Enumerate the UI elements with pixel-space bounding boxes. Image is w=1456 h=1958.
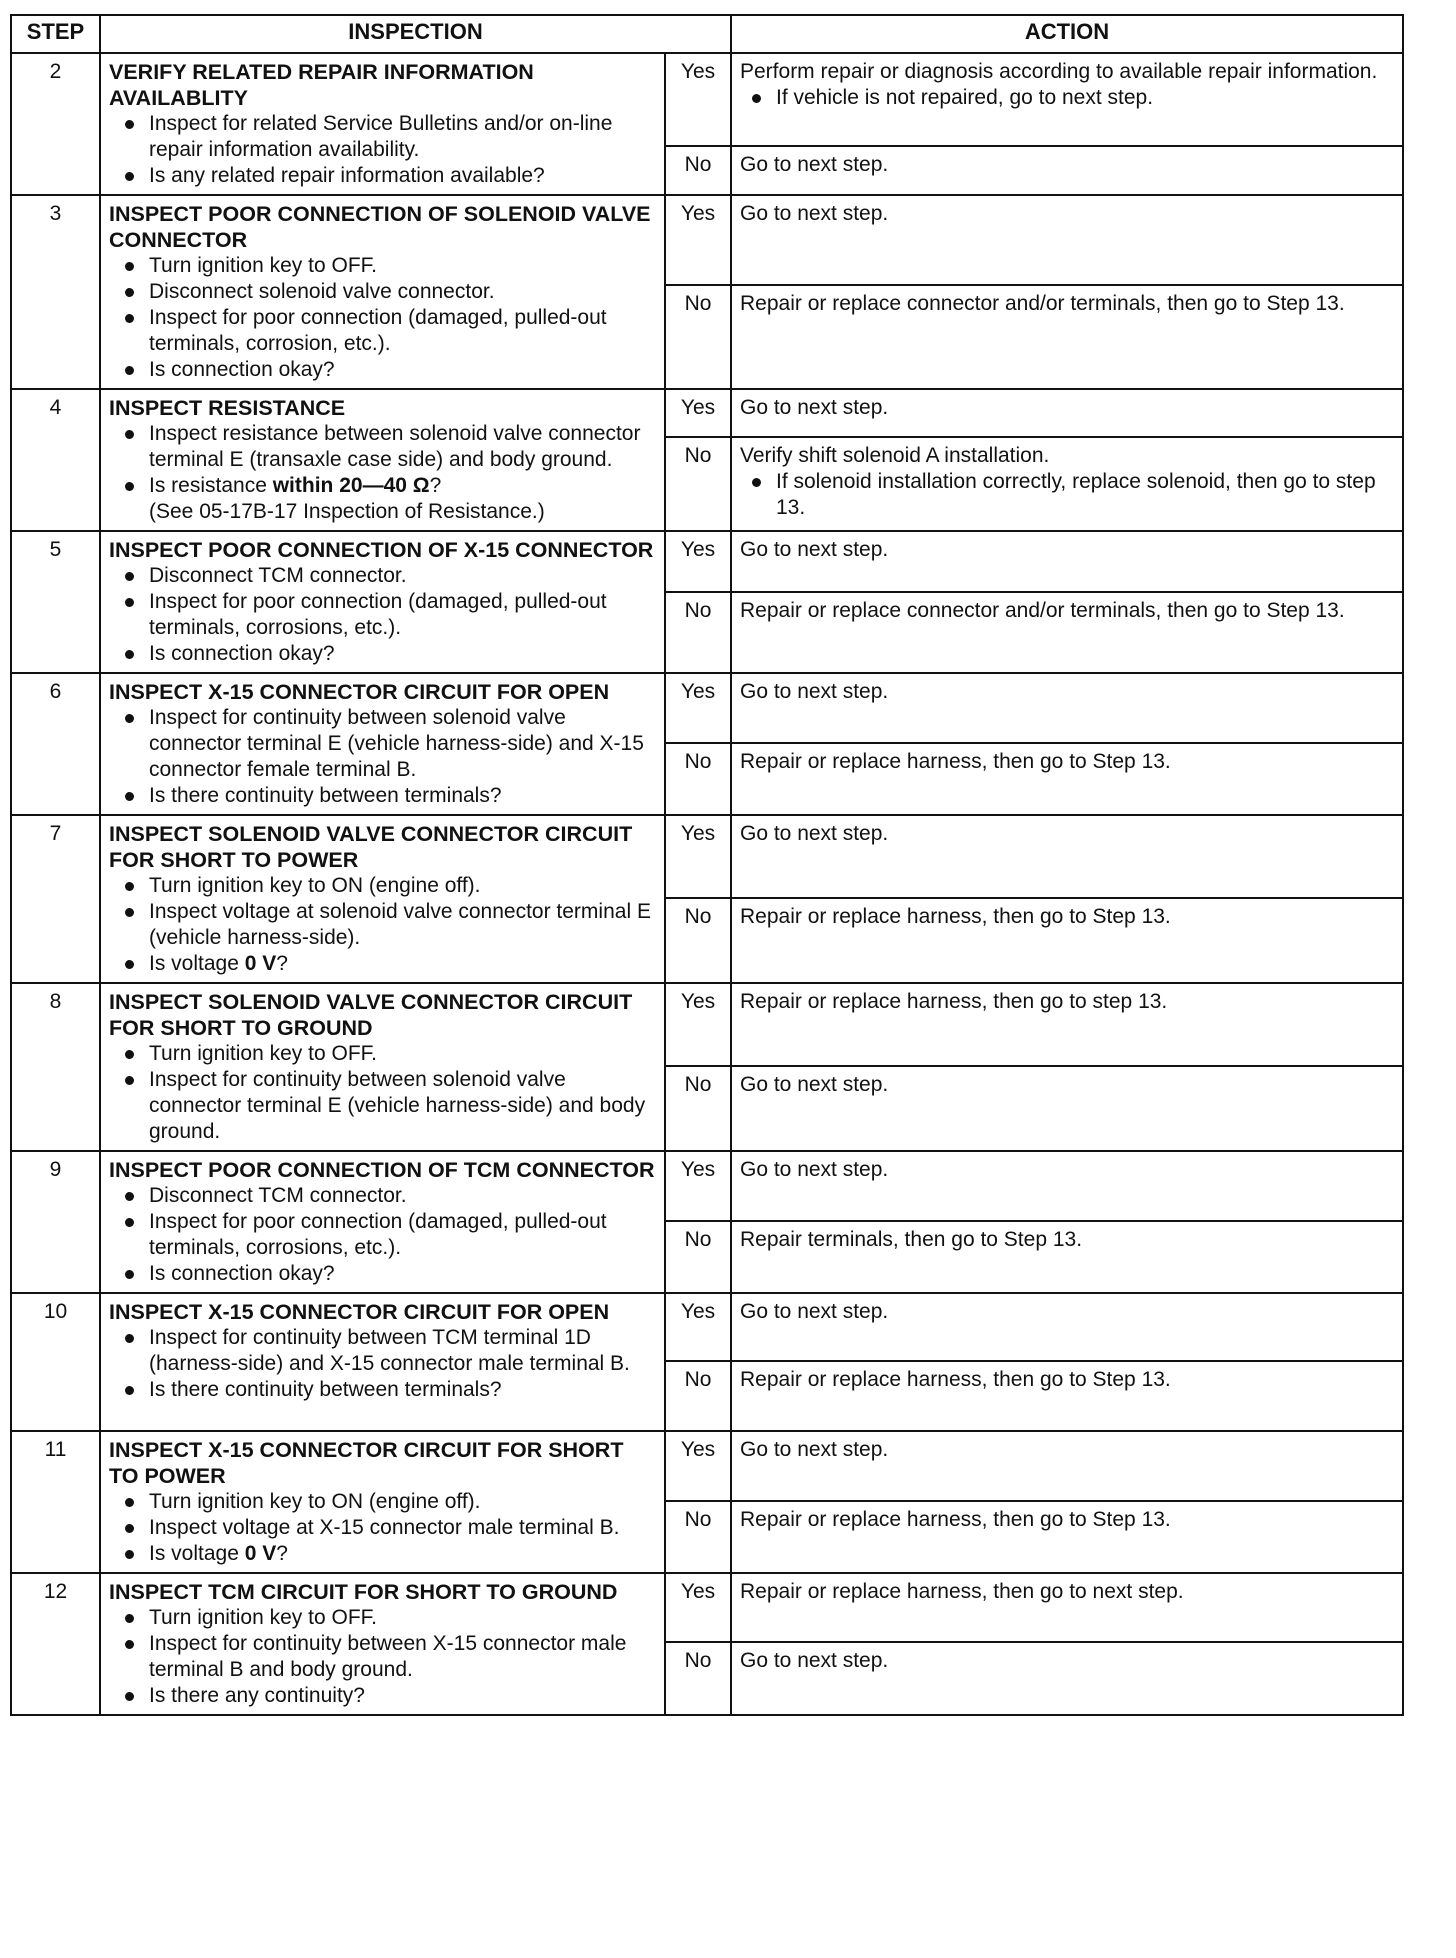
inspection-column-header: INSPECTION bbox=[100, 15, 731, 53]
no-label: No bbox=[665, 437, 731, 531]
inspection-bullet: Inspect for poor connection (damaged, pulled-out terminals, corrosion, etc.). bbox=[121, 305, 656, 357]
no-action-text: Repair or replace connector and/or terminals, then go to Step 13. bbox=[740, 598, 1345, 622]
yes-action-sublist bbox=[740, 85, 1394, 111]
inspection-bullet: Is connection okay? bbox=[121, 641, 656, 667]
table-header-row bbox=[11, 15, 1403, 53]
no-action-text: Repair terminals, then go to Step 13. bbox=[740, 1227, 1083, 1251]
yes-action-text: Go to next step. bbox=[740, 202, 889, 225]
inspection-title: INSPECT RESISTANCE bbox=[109, 396, 346, 420]
no-action-text: Repair or replace harness, then go to Step 13. bbox=[740, 1507, 1171, 1531]
step-number: 5 bbox=[11, 531, 100, 673]
inspection-bullet-list bbox=[109, 253, 656, 383]
no-label: No bbox=[665, 285, 731, 389]
step-number: 7 bbox=[11, 815, 100, 983]
question-mark: ? bbox=[276, 952, 288, 975]
yes-action-text: Go to next step. bbox=[740, 396, 889, 419]
question-text: Is voltage bbox=[149, 1542, 245, 1565]
yes-action-text: Repair or replace harness, then go to next step. bbox=[740, 1580, 1184, 1603]
inspection-bullet: Inspect for related Service Bulletins and/or on-line repair information availability. bbox=[121, 111, 656, 163]
yes-action bbox=[731, 53, 1403, 146]
yes-action bbox=[731, 673, 1403, 743]
inspection-bullet: Inspect voltage at X-15 connector male terminal B. bbox=[121, 1515, 656, 1541]
no-action-text: Repair or replace harness, then go to Step 13. bbox=[740, 904, 1171, 928]
yes-label: Yes bbox=[665, 1293, 731, 1361]
question-reference-note: (See 05-17B-17 Inspection of Resistance.) bbox=[149, 500, 545, 523]
inspection-bullet-list bbox=[109, 1325, 656, 1403]
inspection-cell bbox=[100, 195, 665, 389]
step-number: 2 bbox=[11, 53, 100, 195]
no-action bbox=[731, 898, 1403, 983]
inspection-bullet: Inspect for poor connection (damaged, pulled-out terminals, corrosions, etc.). bbox=[121, 589, 656, 641]
no-action-text: Repair or replace harness, then go to Step 13. bbox=[740, 749, 1171, 773]
yes-label: Yes bbox=[665, 983, 731, 1066]
no-action bbox=[731, 743, 1403, 815]
yes-action-text: Go to next step. bbox=[740, 538, 889, 561]
no-action bbox=[731, 1501, 1403, 1573]
inspection-bullet-list bbox=[109, 1041, 656, 1145]
inspection-cell bbox=[100, 983, 665, 1151]
inspection-question bbox=[121, 1541, 656, 1567]
inspection-cell bbox=[100, 53, 665, 195]
inspection-cell bbox=[100, 1573, 665, 1715]
inspection-title: INSPECT POOR CONNECTION OF TCM CONNECTOR bbox=[109, 1158, 655, 1182]
inspection-bullet-list bbox=[109, 421, 656, 525]
no-action-text: Go to next step. bbox=[740, 1072, 889, 1096]
inspection-title: INSPECT X-15 CONNECTOR CIRCUIT FOR OPEN bbox=[109, 1300, 610, 1324]
inspection-cell bbox=[100, 1431, 665, 1573]
no-action bbox=[731, 1221, 1403, 1293]
inspection-cell bbox=[100, 815, 665, 983]
step-number: 3 bbox=[11, 195, 100, 389]
inspection-bullet: Is connection okay? bbox=[121, 357, 656, 383]
no-action-sublist bbox=[740, 469, 1394, 521]
diagnostic-table bbox=[10, 14, 1404, 1716]
yes-label: Yes bbox=[665, 815, 731, 898]
inspection-bullet: Inspect resistance between solenoid valve connector terminal E (transaxle case side) and body ground. bbox=[121, 421, 656, 473]
inspection-bullet-list bbox=[109, 1605, 656, 1709]
inspection-bullet: Is there any continuity? bbox=[121, 1683, 656, 1709]
no-action bbox=[731, 285, 1403, 389]
step-number: 6 bbox=[11, 673, 100, 815]
yes-action-text: Go to next step. bbox=[740, 1158, 889, 1181]
no-label: No bbox=[665, 592, 731, 673]
no-action-text: Verify shift solenoid A installation. bbox=[740, 444, 1050, 468]
inspection-bullet: Disconnect TCM connector. bbox=[121, 563, 656, 589]
step-row bbox=[11, 983, 1403, 1066]
inspection-bullet: Turn ignition key to ON (engine off). bbox=[121, 1489, 656, 1515]
no-action-text: Repair or replace harness, then go to Step 13. bbox=[740, 1368, 1171, 1391]
step-row bbox=[11, 1293, 1403, 1361]
yes-action bbox=[731, 983, 1403, 1066]
yes-action bbox=[731, 1431, 1403, 1501]
step-row bbox=[11, 673, 1403, 743]
inspection-cell bbox=[100, 1151, 665, 1293]
yes-action bbox=[731, 1293, 1403, 1361]
step-row bbox=[11, 389, 1403, 437]
inspection-bullet: Inspect for poor connection (damaged, pulled-out terminals, corrosions, etc.). bbox=[121, 1209, 656, 1261]
step-number: 4 bbox=[11, 389, 100, 531]
no-action-text: Go to next step. bbox=[740, 153, 889, 177]
step-number: 8 bbox=[11, 983, 100, 1151]
no-label: No bbox=[665, 898, 731, 983]
yes-label: Yes bbox=[665, 1431, 731, 1501]
action-column-header: ACTION bbox=[731, 15, 1403, 53]
no-label: No bbox=[665, 1066, 731, 1151]
inspection-bullet-list bbox=[109, 563, 656, 667]
step-number: 9 bbox=[11, 1151, 100, 1293]
step-row bbox=[11, 53, 1403, 146]
inspection-bullet: Turn ignition key to OFF. bbox=[121, 1605, 656, 1631]
inspection-title: INSPECT X-15 CONNECTOR CIRCUIT FOR SHORT TO POWER bbox=[109, 1438, 624, 1488]
yes-action-text: Go to next step. bbox=[740, 680, 889, 703]
no-action bbox=[731, 1642, 1403, 1715]
inspection-bullet: Inspect for continuity between TCM terminal 1D (harness-side) and X-15 connector male terminal B. bbox=[121, 1325, 656, 1377]
step-row bbox=[11, 1573, 1403, 1642]
inspection-title: INSPECT X-15 CONNECTOR CIRCUIT FOR OPEN bbox=[109, 680, 610, 704]
yes-label: Yes bbox=[665, 53, 731, 146]
diagnostic-steps bbox=[11, 53, 1403, 1715]
yes-action bbox=[731, 531, 1403, 592]
inspection-bullet: Inspect voltage at solenoid valve connector terminal E (vehicle harness-side). bbox=[121, 899, 656, 951]
no-action-subitem: If solenoid installation correctly, replace solenoid, then go to step 13. bbox=[748, 469, 1394, 521]
yes-label: Yes bbox=[665, 531, 731, 592]
question-mark: ? bbox=[276, 1542, 288, 1565]
inspection-bullet-list bbox=[109, 873, 656, 977]
inspection-bullet-list bbox=[109, 1489, 656, 1567]
inspection-bullet: Is any related repair information available? bbox=[121, 163, 656, 189]
inspection-title: INSPECT SOLENOID VALVE CONNECTOR CIRCUIT FOR SHORT TO GROUND bbox=[109, 990, 633, 1040]
inspection-bullet: Inspect for continuity between solenoid valve connector terminal E (vehicle harness-side) and X-15 connector female terminal B. bbox=[121, 705, 656, 783]
inspection-bullet: Turn ignition key to OFF. bbox=[121, 1041, 656, 1067]
yes-action-text: Go to next step. bbox=[740, 1300, 889, 1323]
step-number: 12 bbox=[11, 1573, 100, 1715]
inspection-title: INSPECT POOR CONNECTION OF X-15 CONNECTOR bbox=[109, 538, 654, 562]
step-row bbox=[11, 531, 1403, 592]
question-text: Is resistance bbox=[149, 474, 273, 497]
inspection-title: INSPECT SOLENOID VALVE CONNECTOR CIRCUIT FOR SHORT TO POWER bbox=[109, 822, 633, 872]
yes-action-text: Perform repair or diagnosis according to available repair information. bbox=[740, 60, 1378, 83]
inspection-bullet: Is there continuity between terminals? bbox=[121, 783, 656, 809]
no-action-text: Repair or replace connector and/or terminals, then go to Step 13. bbox=[740, 291, 1345, 315]
inspection-bullet: Is connection okay? bbox=[121, 1261, 656, 1287]
inspection-bullet-list bbox=[109, 111, 656, 189]
question-spec-value: within 20—40 Ω bbox=[272, 474, 430, 497]
step-row bbox=[11, 195, 1403, 285]
yes-action bbox=[731, 1151, 1403, 1221]
question-mark: ? bbox=[429, 474, 442, 497]
step-column-header: STEP bbox=[11, 15, 100, 53]
step-number: 11 bbox=[11, 1431, 100, 1573]
inspection-title: INSPECT POOR CONNECTION OF SOLENOID VALVE CONNECTOR bbox=[109, 202, 651, 252]
inspection-title: VERIFY RELATED REPAIR INFORMATION AVAILABLITY bbox=[109, 60, 534, 110]
no-action-text: Go to next step. bbox=[740, 1648, 889, 1672]
step-row bbox=[11, 1431, 1403, 1501]
step-number: 10 bbox=[11, 1293, 100, 1431]
no-action bbox=[731, 592, 1403, 673]
inspection-bullet: Disconnect solenoid valve connector. bbox=[121, 279, 656, 305]
no-label: No bbox=[665, 1221, 731, 1293]
no-action bbox=[731, 1066, 1403, 1151]
no-label: No bbox=[665, 1361, 731, 1431]
yes-action bbox=[731, 195, 1403, 285]
inspection-bullet: Turn ignition key to OFF. bbox=[121, 253, 656, 279]
yes-action-text: Repair or replace harness, then go to step 13. bbox=[740, 990, 1168, 1013]
step-row bbox=[11, 1151, 1403, 1221]
inspection-cell bbox=[100, 389, 665, 531]
yes-label: Yes bbox=[665, 1573, 731, 1642]
no-label: No bbox=[665, 743, 731, 815]
yes-action-subitem: If vehicle is not repaired, go to next step. bbox=[748, 85, 1394, 111]
yes-action-text: Go to next step. bbox=[740, 822, 889, 845]
yes-action bbox=[731, 1573, 1403, 1642]
question-spec-value: 0 V bbox=[244, 1542, 277, 1565]
step-row bbox=[11, 815, 1403, 898]
diagnostic-procedure-page bbox=[10, 14, 1402, 1716]
inspection-bullet: Disconnect TCM connector. bbox=[121, 1183, 656, 1209]
inspection-cell bbox=[100, 673, 665, 815]
yes-label: Yes bbox=[665, 389, 731, 437]
yes-action-text: Go to next step. bbox=[740, 1438, 889, 1461]
inspection-cell bbox=[100, 1293, 665, 1431]
inspection-question bbox=[121, 951, 656, 977]
inspection-bullet: Inspect for continuity between solenoid valve connector terminal E (vehicle harness-side) and body ground. bbox=[121, 1067, 656, 1145]
inspection-bullet-list bbox=[109, 1183, 656, 1287]
question-text: Is voltage bbox=[149, 952, 245, 975]
no-label: No bbox=[665, 1642, 731, 1715]
no-action bbox=[731, 1361, 1403, 1431]
inspection-bullet: Inspect for continuity between X-15 connector male terminal B and body ground. bbox=[121, 1631, 656, 1683]
inspection-cell bbox=[100, 531, 665, 673]
inspection-bullet: Turn ignition key to ON (engine off). bbox=[121, 873, 656, 899]
no-label: No bbox=[665, 146, 731, 195]
yes-label: Yes bbox=[665, 1151, 731, 1221]
inspection-bullet: Is there continuity between terminals? bbox=[121, 1377, 656, 1403]
question-spec-value: 0 V bbox=[244, 952, 277, 975]
yes-label: Yes bbox=[665, 673, 731, 743]
yes-label: Yes bbox=[665, 195, 731, 285]
yes-action bbox=[731, 389, 1403, 437]
no-label: No bbox=[665, 1501, 731, 1573]
yes-action bbox=[731, 815, 1403, 898]
inspection-bullet-list bbox=[109, 705, 656, 809]
no-action bbox=[731, 437, 1403, 531]
inspection-question bbox=[121, 473, 656, 525]
inspection-title: INSPECT TCM CIRCUIT FOR SHORT TO GROUND bbox=[109, 1580, 618, 1604]
no-action bbox=[731, 146, 1403, 195]
